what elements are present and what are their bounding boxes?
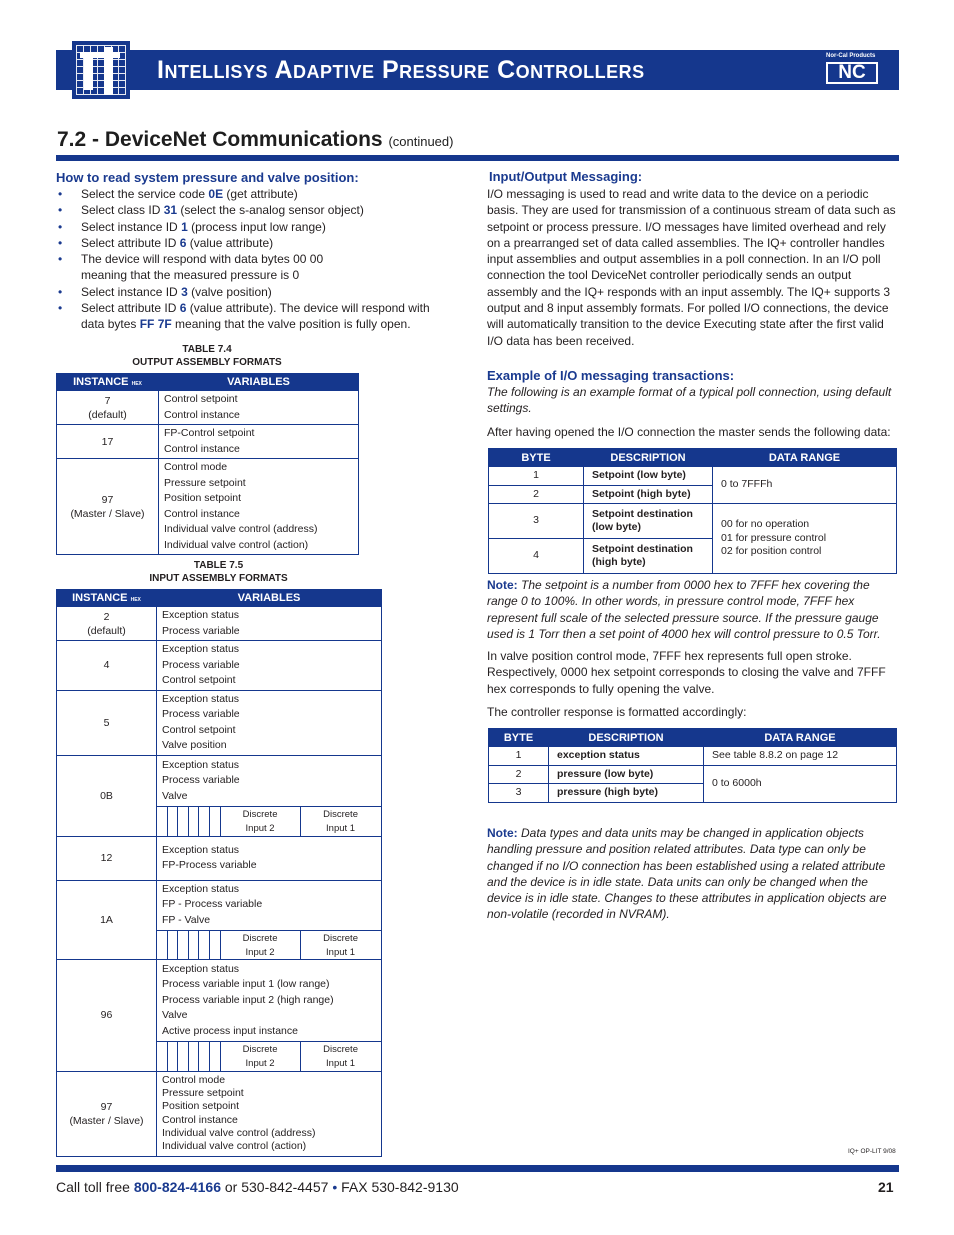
output-assembly-table <box>56 373 359 555</box>
list-item: • The device will respond with data bytes 00 00 meaning that the measured pressure is 0 <box>56 251 446 284</box>
col-byte: BYTE <box>489 449 584 467</box>
table-row: 3 Setpoint destination (low byte) 00 for no operation 01 for pressure control 02 for position control <box>489 504 897 539</box>
table-row <box>57 836 382 880</box>
table-header-row <box>57 374 359 391</box>
table-header-row <box>489 729 897 747</box>
table-row <box>57 607 382 641</box>
left-heading: How to read system pressure and valve position: <box>56 170 359 185</box>
brand-name-small: Nor-Cal Products <box>826 53 876 59</box>
discrete-bits-row <box>157 930 381 960</box>
col-instance: INSTANCE HEX <box>57 374 159 391</box>
discrete-input-2: Discrete Input 2 <box>221 807 301 836</box>
instance-cell: 5 <box>57 690 157 755</box>
col-data-range: DATA RANGE <box>713 449 897 467</box>
section-divider <box>56 155 899 161</box>
page-header-title: Intellisys Adaptive Pressure Controllers <box>157 56 645 84</box>
variables-cell: Exception status Process variable <box>157 607 382 641</box>
table-7-4-caption: TABLE 7.4 OUTPUT ASSEMBLY FORMATS <box>132 344 282 368</box>
col-variables: VARIABLES <box>157 590 382 607</box>
instance-cell: 7 (default) <box>57 391 159 425</box>
col-description: DESCRIPTION <box>549 729 704 747</box>
table-row <box>57 641 382 691</box>
list-item: • Select instance ID 3 (valve position) <box>56 284 446 300</box>
discrete-input-2: Discrete Input 2 <box>221 1042 301 1071</box>
io-messaging-heading: Input/Output Messaging: <box>489 169 643 184</box>
table-row <box>57 1071 382 1156</box>
variables-cell: Exception status Process variable Control setpoint Valve position <box>157 690 382 755</box>
instance-cell: 12 <box>57 836 157 880</box>
table-row: 2 Setpoint (high byte) <box>489 485 897 504</box>
table-row: 1 Setpoint (low byte) 0 to 7FFFh <box>489 467 897 486</box>
range-cell: 0 to 7FFFh <box>713 467 897 504</box>
table-row <box>57 880 382 959</box>
table-row <box>57 459 359 555</box>
variables-cell: Exception status Process variable Control setpoint <box>157 641 382 691</box>
table-row <box>57 690 382 755</box>
variables-cell: Exception status Process variable input 1 (low range) Process variable input 2 (high range) Valve Active process input instance Discrete Input 2 Discrete Input 1 <box>157 959 382 1071</box>
table-row: 1 exception status See table 8.8.2 on page 12 <box>489 747 897 766</box>
example-intro: The following is an example format of a typical poll connection, using default settings. <box>487 385 892 416</box>
section-continued: (continued) <box>388 134 454 149</box>
response-text: The controller response is formatted accordingly: <box>487 705 747 719</box>
table-7-5-caption: TABLE 7.5 INPUT ASSEMBLY FORMATS <box>149 560 288 584</box>
discrete-input-2: Discrete Input 2 <box>221 931 301 960</box>
valve-position-paragraph: In valve position control mode, 7FFF hex represents full open stroke. Respectively, 0000 hex setpoint corresponds to closing the valve and 7FFF hex corresponds to fully opening the valve. <box>487 649 886 696</box>
footer-divider <box>56 1165 899 1172</box>
response-data-table <box>488 728 897 803</box>
variables-cell: Exception status Process variable Valve Discrete Input 2 Discrete Input 1 <box>157 755 382 836</box>
range-cell: 00 for no operation 01 for pressure control 02 for position control <box>713 504 897 574</box>
instance-cell: 2 (default) <box>57 607 157 641</box>
instance-cell: 97 (Master / Slave) <box>57 1071 157 1156</box>
variables-cell: Exception status FP-Process variable <box>157 836 382 880</box>
table-header-row <box>57 590 382 607</box>
col-data-range: DATA RANGE <box>704 729 897 747</box>
table-header-row <box>489 449 897 467</box>
list-item: • Select attribute ID 6 (value attribute). The device will respond with data bytes FF 7F meaning that the valve position is fully open. <box>56 300 446 333</box>
document-code: IQ+ OP-LIT 9/08 <box>848 1148 896 1155</box>
list-item: • Select the service code 0E (get attribute) <box>56 186 446 202</box>
table-row: 2 pressure (low byte) 0 to 6000h <box>489 765 897 784</box>
table-row <box>57 425 359 459</box>
col-description: DESCRIPTION <box>584 449 713 467</box>
instance-cell: 97 (Master / Slave) <box>57 459 159 555</box>
table-row <box>57 391 359 425</box>
list-item: • Select class ID 31 (select the s-analog sensor object) <box>56 202 446 218</box>
variables-cell: Control mode Pressure setpoint Position setpoint Control instance Individual valve control (address) Individual valve control (action) <box>159 459 359 555</box>
instance-cell: 1A <box>57 880 157 959</box>
table-row: 4 Setpoint destination (high byte) <box>489 539 897 574</box>
range-cell: See table 8.8.2 on page 12 <box>704 747 897 766</box>
table-row: 3 pressure (high byte) <box>489 784 897 803</box>
page-number: 21 <box>878 1179 894 1195</box>
setpoint-note: Note: The setpoint is a number from 0000 hex to 7FFF hex covering the range 0 to 100%. In other words, in pressure control mode, 7FFF hex represent full scale of the selected pressure source. If the pressure gauge used is 1 Torr then a set point of 4000 hex will control pressure to 0.5 Torr. <box>487 578 881 641</box>
master-data-table <box>488 448 897 574</box>
variables-cell: FP-Control setpoint Control instance <box>159 425 359 459</box>
col-byte: BYTE <box>489 729 549 747</box>
io-messaging-paragraph: I/O messaging is used to read and write data to the device on a periodic basis. They are used for transmission of a continuous stream of data such as setpoint or process pressure. I/O messages have limited overhead and rely on a prearranged set of data called assemblies. The IQ+ controller handles input assemblies and output assemblies in a poll connection. In an I/O poll connection the tool DeviceNet controller periodically sends an output assembly and the IQ+ responds with an input assembly. The IQ+ supports 3 output and 8 input assembly formats. For polled I/O connections, the device will automatically transition to the device Executing state after the first valid I/O data has been received. <box>487 187 896 348</box>
variables-cell: Control mode Pressure setpoint Position setpoint Control instance Individual valve control (address) Individual valve control (action) <box>157 1071 382 1156</box>
instance-cell: 17 <box>57 425 159 459</box>
list-item: • Select instance ID 1 (process input low range) <box>56 219 446 235</box>
discrete-input-1: Discrete Input 1 <box>323 933 358 958</box>
footer-contact: Call toll free 800-824-4166 or 530-842-4457 • FAX 530-842-9130 <box>56 1179 459 1195</box>
discrete-input-1: Discrete Input 1 <box>323 1044 358 1069</box>
table-row <box>57 959 382 1071</box>
brand-logo-icon: NC <box>826 62 878 84</box>
input-assembly-table <box>56 589 382 1157</box>
instance-cell: 96 <box>57 959 157 1071</box>
variables-cell: Control setpoint Control instance <box>159 391 359 425</box>
discrete-bits-row <box>157 1041 381 1071</box>
table-row <box>57 755 382 836</box>
after-open-text: After having opened the I/O connection the master sends the following data: <box>487 425 891 439</box>
data-types-note: Note: Data types and data units may be changed in application objects handling pressure and position related attributes. Data type can only be changed if no I/O connection has been established using a related attribute and the device is in idle state. Data units can only be changed when the device is in idle state. Changes to these attributes in application objects are non-volatile (recorded in NVRAM). <box>487 826 887 922</box>
list-item: • Select attribute ID 6 (value attribute) <box>56 235 446 251</box>
col-variables: VARIABLES <box>159 374 359 391</box>
instance-cell: 0B <box>57 755 157 836</box>
discrete-input-1: Discrete Input 1 <box>323 809 358 834</box>
variables-cell: Exception status FP - Process variable FP - Valve Discrete Input 2 Discrete Input 1 <box>157 880 382 959</box>
example-heading: Example of I/O messaging transactions: <box>487 368 735 383</box>
section-title <box>57 128 453 152</box>
discrete-bits-row <box>157 806 381 836</box>
instruction-list <box>56 186 446 333</box>
section-title-text: 7.2 - DeviceNet Communications <box>57 128 383 151</box>
phone-link[interactable]: 800-824-4166 <box>133 1179 221 1195</box>
instance-cell: 4 <box>57 641 157 691</box>
company-logo-icon <box>72 41 130 99</box>
range-cell: 0 to 6000h <box>704 765 897 802</box>
col-instance: INSTANCE HEX <box>57 590 157 607</box>
